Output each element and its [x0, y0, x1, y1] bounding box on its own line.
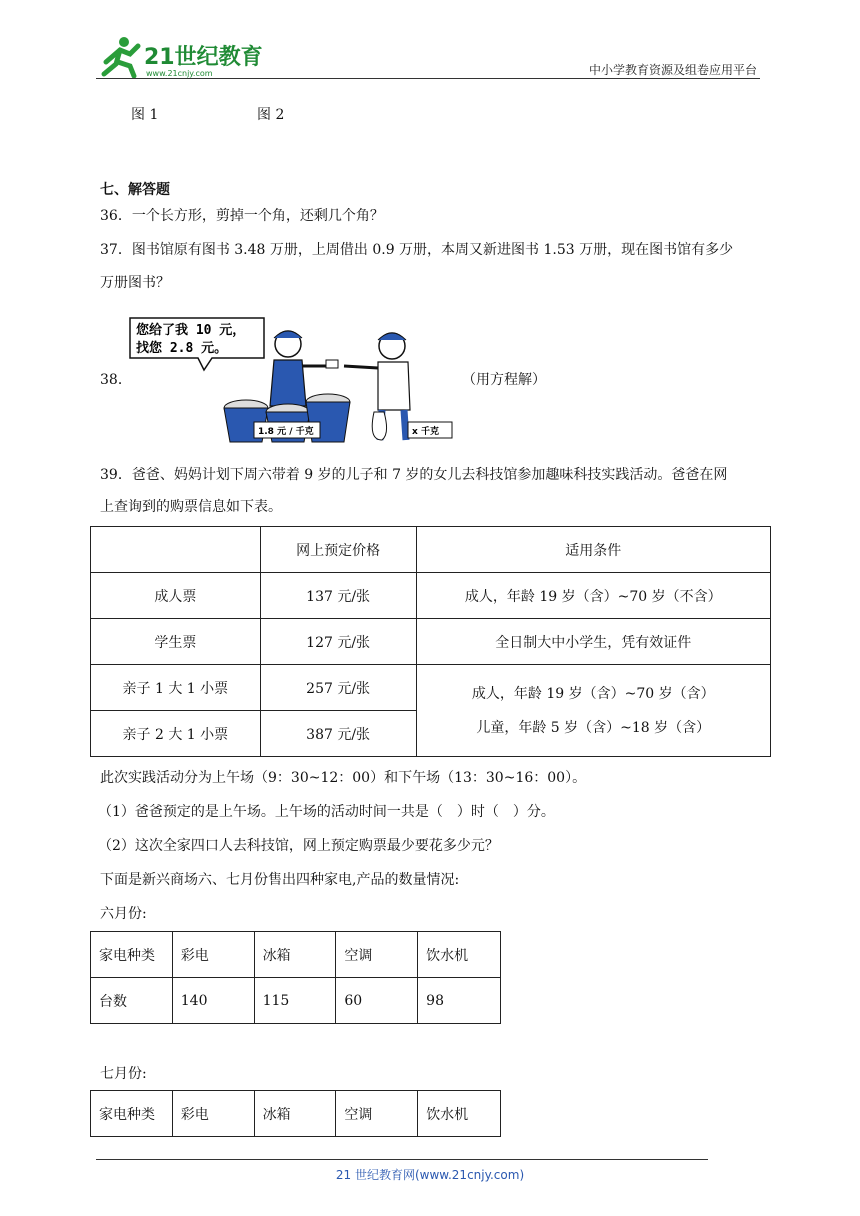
question-38-note: （用方程解） — [462, 372, 546, 388]
table-header-cell: 彩电 — [172, 932, 254, 978]
table-merged-condition-cell — [416, 665, 770, 757]
table-row — [91, 573, 771, 619]
section-title: 七、解答题 — [100, 182, 170, 198]
table-header-cell: 冰箱 — [254, 932, 336, 978]
table-cell: 387 元/张 — [260, 711, 416, 757]
table-header-cell: 空调 — [336, 932, 418, 978]
table-cell: 学生票 — [91, 619, 261, 665]
table-header-cell: 网上预定价格 — [260, 527, 416, 573]
merged-condition-line1: 成人，年龄 19 岁（含）~70 岁（含） — [471, 685, 715, 702]
table-header-cell: 彩电 — [172, 1091, 254, 1137]
speech-bubble — [130, 318, 264, 370]
logo-text: 21世纪教育 — [144, 45, 263, 70]
table-cell: 137 元/张 — [260, 573, 416, 619]
footer-divider — [96, 1159, 708, 1160]
table-cell: 台数 — [91, 978, 173, 1024]
question-37-line2: 万册图书？ — [100, 275, 170, 291]
question-38-number: 38． — [100, 372, 132, 388]
bubble-line-1: 您给了我 10 元， — [136, 323, 246, 338]
table-header-row — [91, 527, 771, 573]
table-cell: 60 — [336, 978, 418, 1024]
table-header-cell — [91, 527, 261, 573]
question-39-line1: 39．爸爸、妈妈计划下周六带着 9 岁的儿子和 7 岁的女儿去科技馆参加趣味科技实践活动。爸爸在网 — [100, 467, 728, 483]
june-label: 六月份: — [100, 906, 147, 922]
merged-condition-line2: 儿童，年龄 5 岁（含）~18 岁（含） — [476, 719, 711, 736]
bubble-line-2: 找您 2.8 元。 — [136, 341, 228, 356]
price-tag: 1.8 元 / 千克 — [258, 427, 314, 437]
july-label: 七月份: — [100, 1066, 147, 1082]
table-cell: 亲子 1 大 1 小票 — [91, 665, 261, 711]
table-cell: 成人，年龄 19 岁（含）~70 岁（不含） — [416, 573, 770, 619]
figure-1-caption: 图 1 — [131, 107, 159, 123]
question-36: 36．一个长方形，剪掉一个角，还剩几个角？ — [100, 208, 384, 224]
table-cell: 127 元/张 — [260, 619, 416, 665]
table-row — [91, 619, 771, 665]
table-header-cell: 家电种类 — [91, 1091, 173, 1137]
appliance-intro: 下面是新兴商场六、七月份售出四种家电,产品的数量情况: — [100, 872, 460, 888]
table-header-cell: 空调 — [336, 1091, 418, 1137]
table-cell: 成人票 — [91, 573, 261, 619]
header-divider — [96, 78, 760, 79]
table-header-cell: 家电种类 — [91, 932, 173, 978]
buyer-figure — [344, 333, 452, 440]
table-row — [91, 665, 771, 711]
july-table — [90, 1090, 501, 1137]
table-header-row — [91, 932, 501, 978]
table-header-cell: 冰箱 — [254, 1091, 336, 1137]
question-39-schedule: 此次实践活动分为上午场（9：30~12：00）和下午场（13：30~16：00）。 — [100, 770, 587, 786]
site-logo — [96, 34, 266, 80]
ticket-table — [90, 526, 771, 757]
question-37-line1: 37．图书馆原有图书 3.48 万册，上周借出 0.9 万册，本周又新进图书 1.53 万册，现在图书馆有多少 — [100, 242, 734, 258]
table-cell: 全日制大中小学生，凭有效证件 — [416, 619, 770, 665]
june-table — [90, 931, 501, 1024]
table-cell: 98 — [418, 978, 501, 1024]
table-cell: 115 — [254, 978, 336, 1024]
question-39-sub1: （1）爸爸预定的是上午场。上午场的活动时间一共是（ ）时（ ）分。 — [98, 804, 555, 820]
question-39-sub2: （2）这次全家四口人去科技馆，网上预定购票最少要花多少元？ — [98, 838, 499, 854]
header-platform-text: 中小学教育资源及组卷应用平台 — [588, 63, 757, 77]
footer-text[interactable]: 21 世纪教育网(www.21cnjy.com) — [335, 1168, 525, 1182]
table-cell: 140 — [172, 978, 254, 1024]
table-cell: 亲子 2 大 1 小票 — [91, 711, 261, 757]
table-header-row — [91, 1091, 501, 1137]
shop-illustration — [128, 316, 458, 446]
table-row — [91, 978, 501, 1024]
runner-icon — [104, 37, 138, 76]
figure-2-caption: 图 2 — [257, 107, 285, 123]
table-header-cell: 饮水机 — [418, 1091, 501, 1137]
x-tag: x 千克 — [412, 427, 439, 437]
table-header-cell: 饮水机 — [418, 932, 501, 978]
logo-subtext: www.21cnjy.com — [146, 69, 213, 78]
table-cell: 257 元/张 — [260, 665, 416, 711]
table-header-cell: 适用条件 — [416, 527, 770, 573]
question-39-line2: 上查询到的购票信息如下表。 — [100, 499, 282, 515]
